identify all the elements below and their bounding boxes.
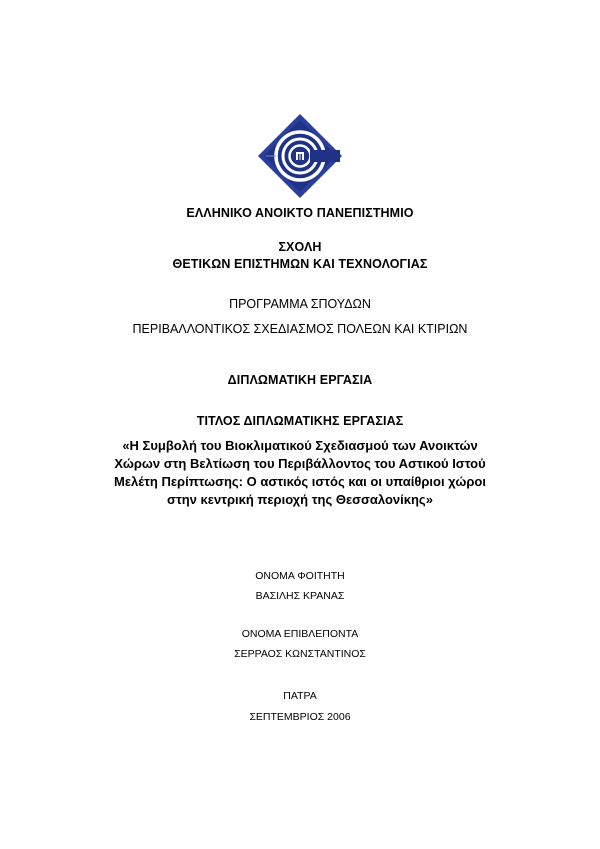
- university-logo-icon: [256, 112, 344, 200]
- supervisor-name: ΣΕΡΡΑΟΣ ΚΩΝΣΤΑΝΤΙΝΟΣ: [234, 648, 366, 660]
- student-name: ΒΑΣΙΛΗΣ ΚΡΑΝΑΣ: [255, 590, 345, 602]
- thesis-title-line: Χώρων στη Βελτίωση του Περιβάλλοντος του Αστικού Ιστού: [114, 456, 486, 471]
- thesis-type: ΔΙΠΛΩΜΑΤΙΚΗ ΕΡΓΑΣΙΑ: [227, 373, 373, 387]
- date: ΣΕΠΤΕΜΒΡΙΟΣ 2006: [249, 711, 351, 723]
- thesis-title-line: «Η Συμβολή του Βιοκλιματικού Σχεδιασμού των Ανοικτών: [122, 438, 478, 453]
- school-name: ΘΕΤΙΚΩΝ ΕΠΙΣΤΗΜΩΝ ΚΑΙ ΤΕΧΝΟΛΟΓΙΑΣ: [172, 257, 428, 271]
- thesis-title-line: στην κεντρική περιοχή της Θεσσαλονίκης»: [167, 492, 433, 507]
- supervisor-label: ΟΝΟΜΑ ΕΠΙΒΛΕΠΟΝΤΑ: [241, 628, 359, 640]
- university-name: ΕΛΛΗΝΙΚΟ ΑΝΟΙΚΤΟ ΠΑΝΕΠΙΣΤΗΜΙΟ: [186, 206, 414, 220]
- thesis-title-label: ΤΙΤΛΟΣ ΔΙΠΛΩΜΑΤΙΚΗΣ ΕΡΓΑΣΙΑΣ: [196, 414, 404, 428]
- program-name: ΠΕΡΙΒΑΛΛΟΝΤΙΚΟΣ ΣΧΕΔΙΑΣΜΟΣ ΠΟΛΕΩΝ ΚΑΙ ΚΤΙΡΙΩΝ: [132, 322, 468, 336]
- student-label: ΟΝΟΜΑ ΦΟΙΤΗΤΗ: [255, 570, 345, 582]
- school-label: ΣΧΟΛΗ: [278, 240, 322, 254]
- city: ΠΑΤΡΑ: [283, 690, 317, 702]
- program-label: ΠΡΟΓΡΑΜΜΑ ΣΠΟΥΔΩΝ: [229, 297, 371, 311]
- thesis-title-line: Μελέτη Περίπτωσης: Ο αστικός ιστός και οι υπαίθριοι χώροι: [114, 474, 486, 489]
